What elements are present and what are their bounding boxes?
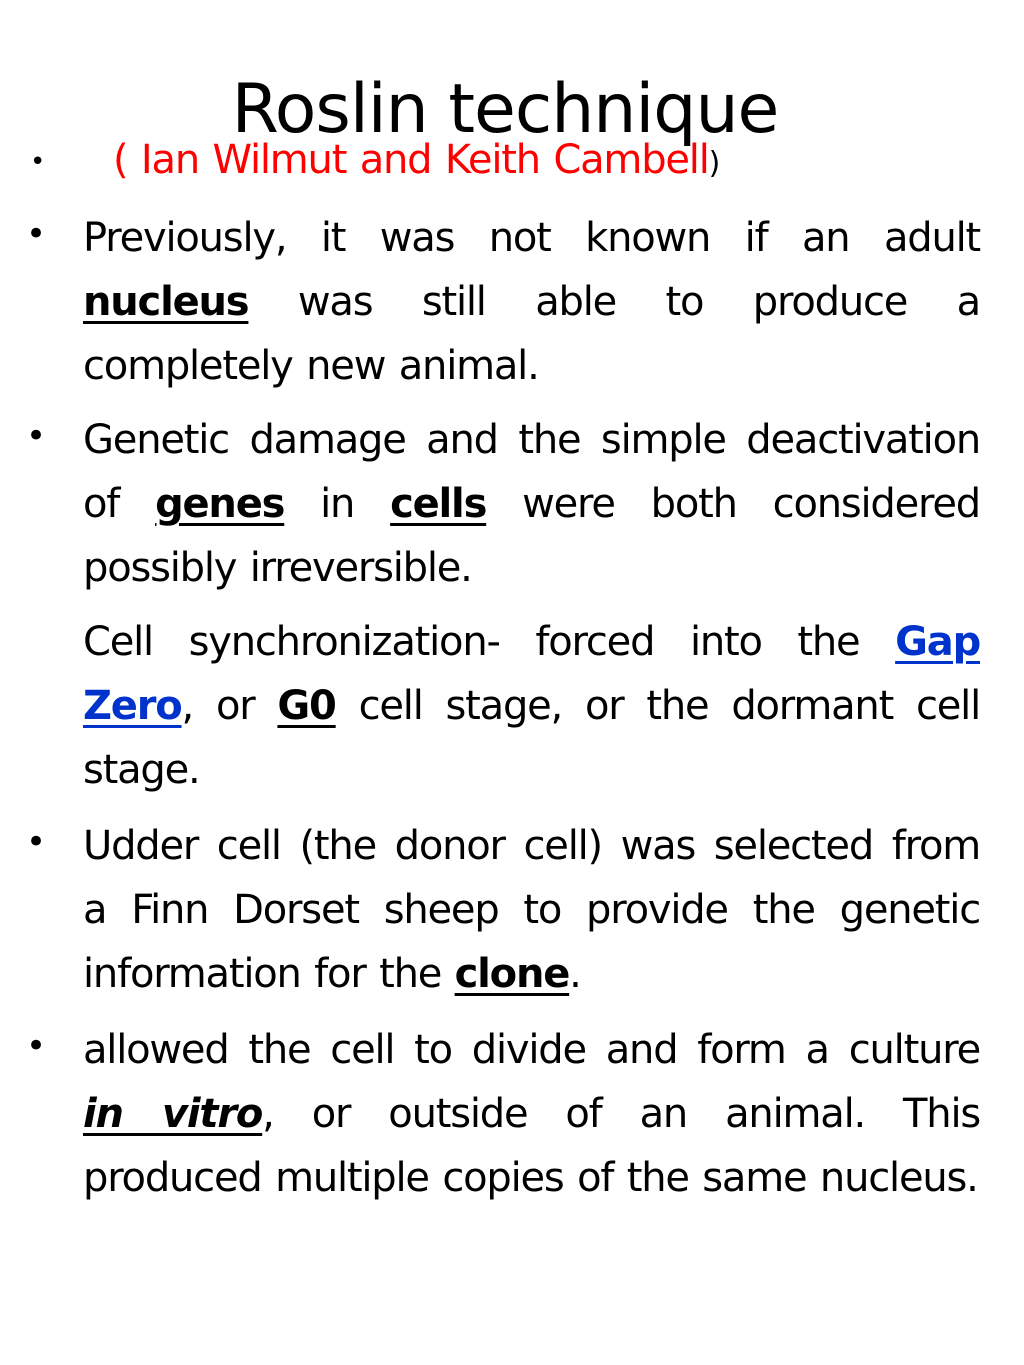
authors-text: Ian Wilmut and Keith Cambell [140,137,709,183]
text-segment: , or [181,683,278,729]
text-segment: allowed the cell to divide and form a culture [83,1027,980,1073]
text-segment: cell stage, or the dormant cell stage. [83,683,980,793]
text-segment: in [284,481,391,527]
bullet-marker: • [26,214,47,254]
text-segment: was still able to produce a completely new animal. [83,279,980,389]
bullet-text [83,206,980,398]
bullet-marker: • [26,416,47,456]
keyword-clone: clone [454,951,570,997]
bullet-text [83,814,980,1006]
text-segment: were both considered possibly irreversible. [83,481,980,591]
bullet-text [83,408,980,600]
text-segment: Genetic damage and the simple deactivation of [83,417,980,527]
text-segment: . [569,951,581,997]
keyword-in-vitro: in vitro [83,1091,263,1137]
bullet-text [83,1018,980,1210]
keyword-genes: genes [155,481,285,527]
text-segment: , or outside of an animal. This produced multiple copies of the same nucleus. [83,1091,980,1201]
text-segment: Previously, it was not known if an adult [83,215,980,261]
paragraph-text [83,610,980,802]
keyword-g0: G0 [277,683,336,729]
bullet-text [113,128,993,196]
keyword-cells: cells [390,481,487,527]
text-segment: Cell synchronization- forced into the [83,619,896,665]
gap-zero-link[interactable]: Gap Zero [83,619,980,729]
paren-open: ( [113,137,141,183]
paren-close: ) [708,146,720,181]
slide-title: Roslin technique [231,69,779,149]
text-segment: Udder cell (the donor cell) was selected from a Finn Dorset sheep to provide the genetic information for the [83,823,980,997]
bullet-marker: • [26,822,47,862]
keyword-nucleus: nucleus [83,279,249,325]
bullet-marker: • [30,147,46,177]
bullet-marker: • [26,1026,47,1066]
